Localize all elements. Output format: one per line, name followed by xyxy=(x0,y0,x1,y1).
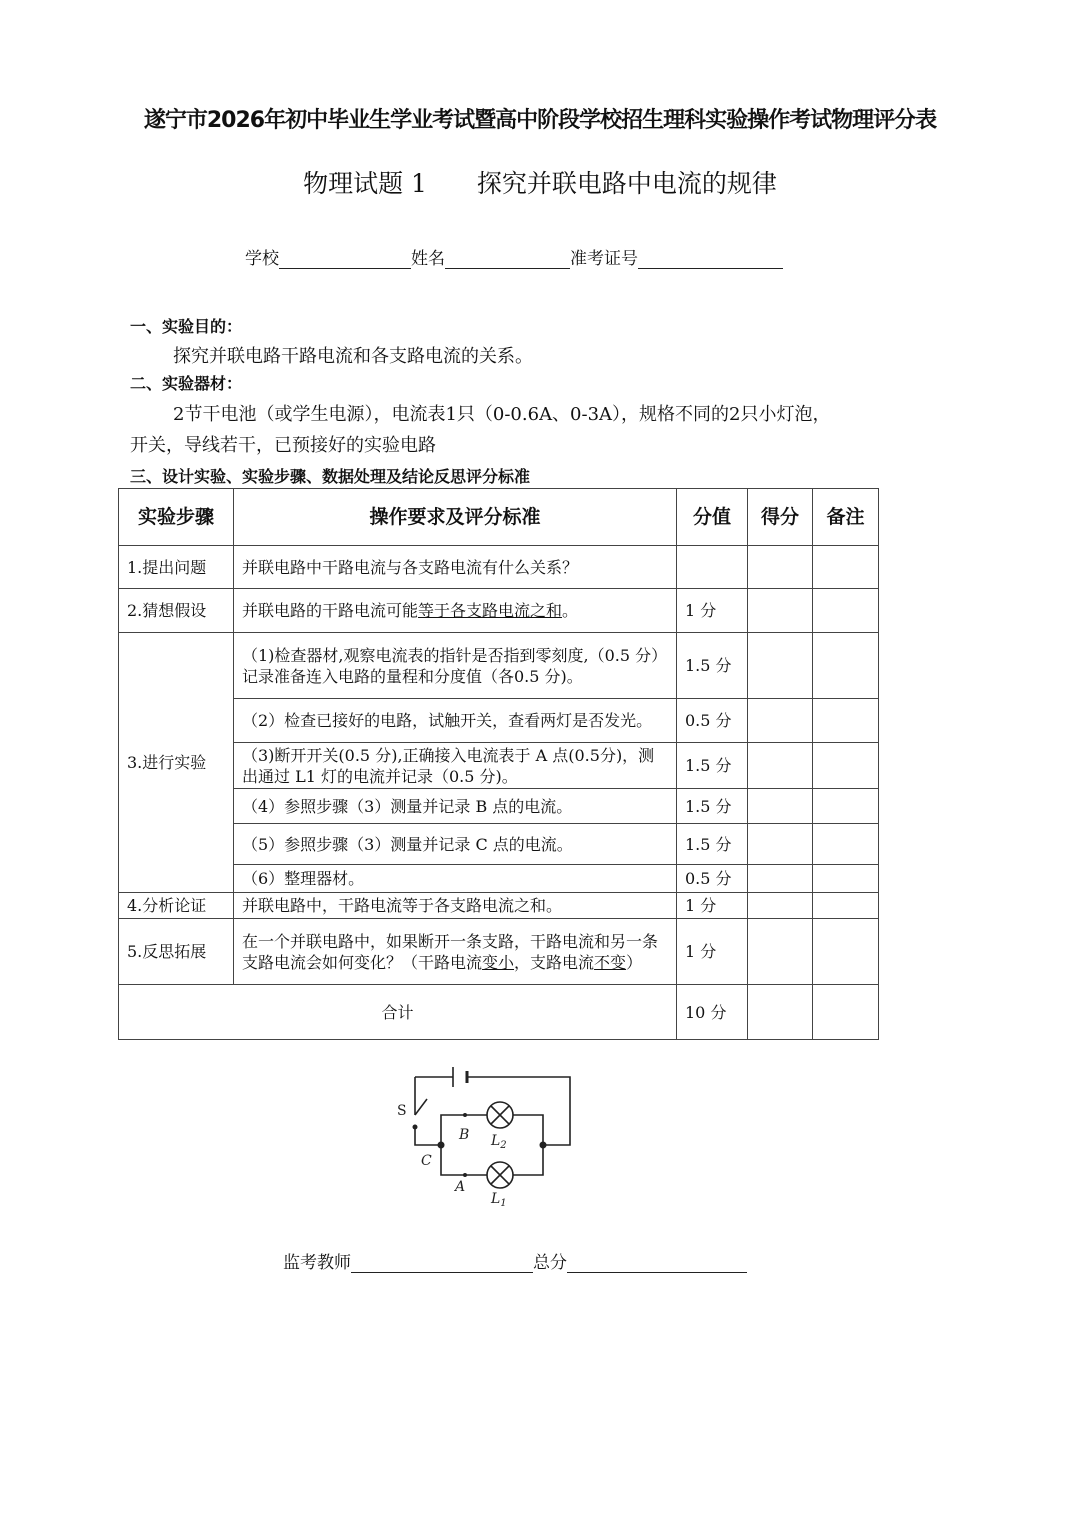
materials-text-line1: 2节干电池（或学生电源），电流表1只（0-0.6A、0-3A），规格不同的2只小灯泡， xyxy=(173,404,831,425)
score-cell[interactable] xyxy=(748,865,813,893)
total-score-cell[interactable] xyxy=(748,985,813,1040)
junction-dot-c xyxy=(438,1142,445,1149)
point-b-dot xyxy=(463,1113,467,1117)
underlined-answer: 等于各支路电流之和 xyxy=(418,601,563,620)
points-cell xyxy=(677,546,748,589)
points-cell: 1 分 xyxy=(677,919,748,985)
remarks-cell[interactable] xyxy=(813,865,879,893)
proctor-label: 监考教师 xyxy=(283,1253,351,1273)
purpose-text: 探究并联电路干路电流和各支路电流的关系。 xyxy=(173,346,533,367)
score-cell[interactable] xyxy=(748,633,813,699)
requirement-cell: （1)检查器材,观察电流表的指针是否指到零刻度,（0.5 分）记录准备连入电路的量程和分度值（各0.5 分)。 xyxy=(234,633,677,699)
points-cell: 1 分 xyxy=(677,893,748,919)
point-c-label: C xyxy=(421,1153,432,1169)
requirement-text: 在一个并联电路中，如果断开一条支路，干路电流和另一条支路电流会如何变化？（干路电流 xyxy=(242,931,659,972)
purpose-heading: 一、实验目的： xyxy=(130,317,243,336)
requirement-text: ，支路电流 xyxy=(514,952,595,972)
underlined-answer: 不变 xyxy=(594,952,627,972)
school-field[interactable] xyxy=(279,250,411,269)
circuit-wire-left-lower xyxy=(415,1127,441,1145)
score-cell[interactable] xyxy=(748,893,813,919)
requirement-cell xyxy=(234,589,677,633)
points-cell: 1 分 xyxy=(677,589,748,633)
requirement-text: ） xyxy=(626,952,643,972)
point-a-label: A xyxy=(455,1179,466,1195)
score-cell[interactable] xyxy=(748,546,813,589)
remarks-cell[interactable] xyxy=(813,893,879,919)
col-header-requirement: 操作要求及评分标准 xyxy=(234,489,677,546)
table-row xyxy=(119,589,879,633)
name-label: 姓名 xyxy=(411,249,445,269)
table-row xyxy=(119,919,879,985)
point-b-label: B xyxy=(459,1127,470,1143)
underlined-answer: 变小 xyxy=(482,952,515,972)
page-subtitle: 物理试题 1 探究并联电路中电流的规律 xyxy=(303,169,777,198)
step-cell: 2.猜想假设 xyxy=(119,589,234,633)
score-cell[interactable] xyxy=(748,824,813,865)
standards-heading: 三、设计实验、实验步骤、数据处理及结论反思评分标准 xyxy=(130,467,531,486)
remarks-cell[interactable] xyxy=(813,546,879,589)
switch-contact-dot xyxy=(413,1125,418,1130)
table-row xyxy=(119,633,879,699)
score-cell[interactable] xyxy=(748,743,813,789)
switch-label: S xyxy=(397,1103,407,1119)
points-cell: 1.5 分 xyxy=(677,824,748,865)
score-cell[interactable] xyxy=(748,589,813,633)
step-cell: 3.进行实验 xyxy=(119,633,234,893)
table-row xyxy=(119,893,879,919)
points-cell: 0.5 分 xyxy=(677,699,748,743)
points-cell: 1.5 分 xyxy=(677,743,748,789)
requirement-cell: （6）整理器材。 xyxy=(234,865,677,893)
remarks-cell[interactable] xyxy=(813,633,879,699)
school-label: 学校 xyxy=(245,249,279,269)
requirement-cell xyxy=(234,919,677,985)
col-header-step: 实验步骤 xyxy=(119,489,234,546)
col-header-points: 分值 xyxy=(677,489,748,546)
step-cell: 5.反思拓展 xyxy=(119,919,234,985)
total-score-label: 总分 xyxy=(533,1253,567,1273)
table-header-row xyxy=(119,489,879,546)
total-score-field[interactable] xyxy=(567,1254,747,1273)
lamp-l1-label: $L_1$ xyxy=(491,1191,507,1207)
materials-text-line2: 开关，导线若干，已预接好的实验电路 xyxy=(130,435,436,456)
materials-heading: 二、实验器材： xyxy=(130,374,243,393)
score-cell[interactable] xyxy=(748,699,813,743)
table-row xyxy=(119,546,879,589)
total-points-cell: 10 分 xyxy=(677,985,748,1040)
signature-row xyxy=(283,1248,747,1273)
points-cell: 0.5 分 xyxy=(677,865,748,893)
remarks-cell[interactable] xyxy=(813,919,879,985)
exam-number-label: 准考证号 xyxy=(570,249,638,269)
requirement-cell: 并联电路中，干路电流等于各支路电流之和。 xyxy=(234,893,677,919)
requirement-text: 。 xyxy=(562,601,579,620)
requirement-cell: （4）参照步骤（3）测量并记录 B 点的电流。 xyxy=(234,789,677,824)
remarks-cell[interactable] xyxy=(813,699,879,743)
page-title: 遂宁市2026年初中毕业生学业考试暨高中阶段学校招生理科实验操作考试物理评分表 xyxy=(143,108,937,133)
step-cell: 4.分析论证 xyxy=(119,893,234,919)
remarks-cell[interactable] xyxy=(813,824,879,865)
lamp-l2-label: $L_2$ xyxy=(491,1133,507,1151)
table-total-row xyxy=(119,985,879,1040)
col-header-remarks: 备注 xyxy=(813,489,879,546)
total-label: 合计 xyxy=(119,985,677,1040)
requirement-cell: （5）参照步骤（3）测量并记录 C 点的电流。 xyxy=(234,824,677,865)
scoring-table xyxy=(118,488,879,1040)
info-row xyxy=(245,244,783,269)
proctor-field[interactable] xyxy=(351,1254,533,1273)
point-a-dot xyxy=(463,1173,467,1177)
remarks-cell[interactable] xyxy=(813,789,879,824)
requirement-cell: 并联电路中干路电流与各支路电流有什么关系？ xyxy=(234,546,677,589)
name-field[interactable] xyxy=(445,250,570,269)
lamp-l1-cross xyxy=(491,1166,509,1184)
score-cell[interactable] xyxy=(748,919,813,985)
exam-number-field[interactable] xyxy=(638,250,783,269)
remarks-cell[interactable] xyxy=(813,589,879,633)
requirement-cell: （2）检查已接好的电路，试触开关，查看两灯是否发光。 xyxy=(234,699,677,743)
step-cell: 1.提出问题 xyxy=(119,546,234,589)
lamp-l2-cross xyxy=(491,1106,509,1124)
circuit-diagram xyxy=(395,1057,585,1207)
points-cell: 1.5 分 xyxy=(677,633,748,699)
total-remarks-cell[interactable] xyxy=(813,985,879,1040)
points-cell: 1.5 分 xyxy=(677,789,748,824)
switch-lever xyxy=(415,1099,427,1115)
junction-dot-right xyxy=(540,1142,547,1149)
requirement-text: 并联电路的干路电流可能 xyxy=(242,601,419,620)
score-cell[interactable] xyxy=(748,789,813,824)
col-header-score: 得分 xyxy=(748,489,813,546)
remarks-cell[interactable] xyxy=(813,743,879,789)
requirement-cell: （3)断开开关(0.5 分),正确接入电流表于 A 点(0.5分)，测出通过 L1 灯的电流并记录（0.5 分)。 xyxy=(234,743,677,789)
